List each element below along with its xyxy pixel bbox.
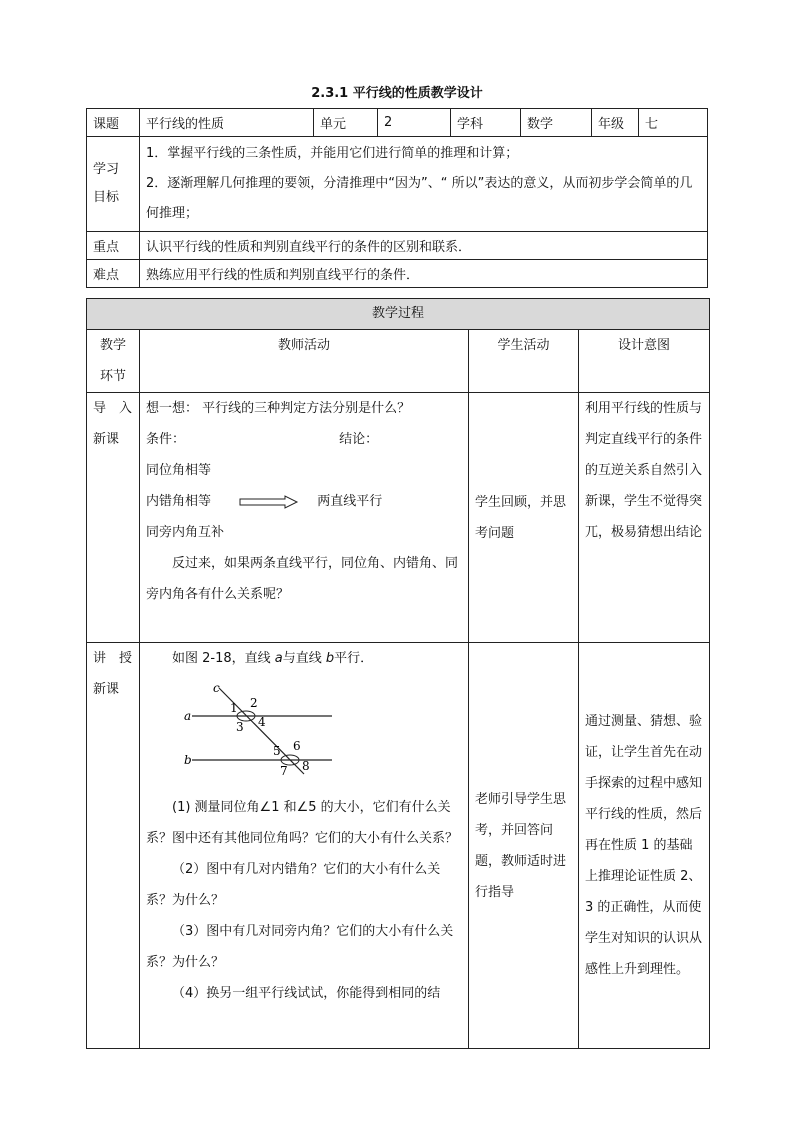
intro-c2: 内错角相等	[146, 494, 212, 509]
fig-intro-text-b: 与直线	[282, 651, 326, 666]
label-a: a	[184, 709, 192, 723]
question-4: （4）换另一组平行线试试，你能得到相同的结	[172, 986, 441, 1001]
subject-value: 数学	[521, 109, 592, 137]
goal-2: 2．逐渐理解几何推理的要领，分清推理中“因为”、“ 所以”表达的意义，从而初步学会简单的几何推理；	[146, 176, 693, 221]
intro-result: 两直线平行	[317, 494, 383, 509]
intro-reverse: 反过来，如果两条直线平行，同位角、内错角、同旁内角各有什么关系呢？	[146, 556, 459, 602]
col-teacher-header: 教师活动	[140, 330, 469, 393]
label-b: b	[184, 753, 192, 767]
unit-label: 单元	[314, 109, 378, 137]
difficult-label: 难点	[87, 260, 140, 288]
intro-student-cell: 学生回顾，并思考问题	[469, 393, 579, 643]
topic-value: 平行线的性质	[140, 109, 314, 137]
subject-label: 学科	[451, 109, 521, 137]
intro-conclusion: 结论：	[339, 432, 379, 447]
lecture-intent-cell: 通过测量、猜想、验证，让学生首先在动手探索的过程中感知平行线的性质，然后再在性质 1 的基础上推理论证性质 2、3 的正确性，从而使学生对知识的认识从感性上升到理性。	[579, 643, 710, 1049]
question-2: （2）图中有几对内错角？它们的大小有什么关系？为什么？	[146, 862, 441, 908]
lecture-student-cell: 老师引导学生思考，并回答问题，教师适时进行指导	[469, 643, 579, 1049]
key-row	[87, 232, 708, 260]
col-stage-header	[87, 330, 140, 393]
col-student-header: 学生活动	[469, 330, 579, 393]
hollow-arrow-icon	[239, 495, 299, 509]
grade-label: 年级	[592, 109, 639, 137]
lecture-row	[87, 643, 710, 1049]
goals-label	[87, 137, 140, 232]
column-header-row	[87, 330, 710, 393]
difficult-value: 熟练应用平行线的性质和判别直线平行的条件．	[140, 260, 708, 288]
difficult-row	[87, 260, 708, 288]
intro-row	[87, 393, 710, 643]
lecture-figure-intro	[146, 643, 462, 674]
info-row	[87, 109, 708, 137]
intro-condition: 条件：	[146, 432, 186, 447]
lecture-teacher-cell	[140, 643, 469, 1049]
intro-intent-cell: 利用平行线的性质与判定直线平行的条件的互逆关系自然引入新课，学生不觉得突兀，极易猜想出结论	[579, 393, 710, 643]
goals-label-line-1: 学习	[93, 162, 120, 177]
grade-value: 七	[639, 109, 708, 137]
fig-intro-line-a: a	[274, 651, 283, 666]
label-6: 6	[293, 739, 301, 753]
goals-label-line-2: 目标	[93, 190, 120, 205]
col-stage-line-2: 环节	[99, 369, 126, 384]
question-3: （3）图中有几对同旁内角？它们的大小有什么关系？为什么？	[146, 924, 454, 970]
lecture-stage-line-1: 讲 授	[93, 651, 133, 666]
lecture-stage	[87, 643, 140, 1049]
fig-intro-line-b: b	[325, 651, 335, 666]
key-label: 重点	[87, 232, 140, 260]
col-stage-line-1: 教学	[99, 338, 126, 353]
label-8: 8	[302, 759, 310, 773]
process-table	[86, 298, 710, 1049]
intro-teacher-cell	[140, 393, 469, 643]
info-table	[86, 108, 708, 288]
label-3: 3	[236, 720, 244, 734]
process-header: 教学过程	[87, 299, 710, 330]
key-value: 认识平行线的性质和判别直线平行的条件的区别和联系．	[140, 232, 708, 260]
process-header-row	[87, 299, 710, 330]
label-5: 5	[273, 744, 281, 758]
goals-content	[140, 137, 708, 232]
parallel-lines-figure	[172, 682, 352, 782]
label-7: 7	[280, 764, 288, 778]
lecture-stage-line-2: 新课	[93, 682, 120, 697]
unit-value: 2	[378, 109, 451, 137]
intro-c1: 同位角相等	[146, 463, 212, 478]
intro-c3: 同旁内角互补	[146, 525, 225, 540]
label-c: c	[213, 682, 220, 695]
page-title: 2.3.1 平行线的性质教学设计	[311, 86, 483, 101]
intro-stage-line-1: 导 入	[93, 401, 133, 416]
intro-c2-line	[146, 486, 462, 517]
col-intent-header: 设计意图	[579, 330, 710, 393]
goals-row	[87, 137, 708, 232]
fig-intro-text-c: 平行．	[334, 651, 374, 666]
intro-stage	[87, 393, 140, 643]
intro-think: 想一想： 平行线的三种判定方法分别是什么？	[146, 401, 411, 416]
intro-condition-line	[146, 424, 462, 455]
question-1: (1) 测量同位角∠1 和∠5 的大小，它们有什么关系？图中还有其他同位角吗？它们的大小有什么关系？	[146, 800, 459, 846]
goal-1: 1．掌握平行线的三条性质，并能用它们进行简单的推理和计算；	[146, 146, 519, 161]
label-1: 1	[230, 701, 238, 715]
topic-label: 课题	[87, 109, 140, 137]
label-2: 2	[250, 696, 258, 710]
label-4: 4	[258, 715, 266, 729]
intro-stage-line-2: 新课	[93, 432, 120, 447]
fig-intro-text-a: 如图 2-18，直线	[172, 651, 275, 666]
